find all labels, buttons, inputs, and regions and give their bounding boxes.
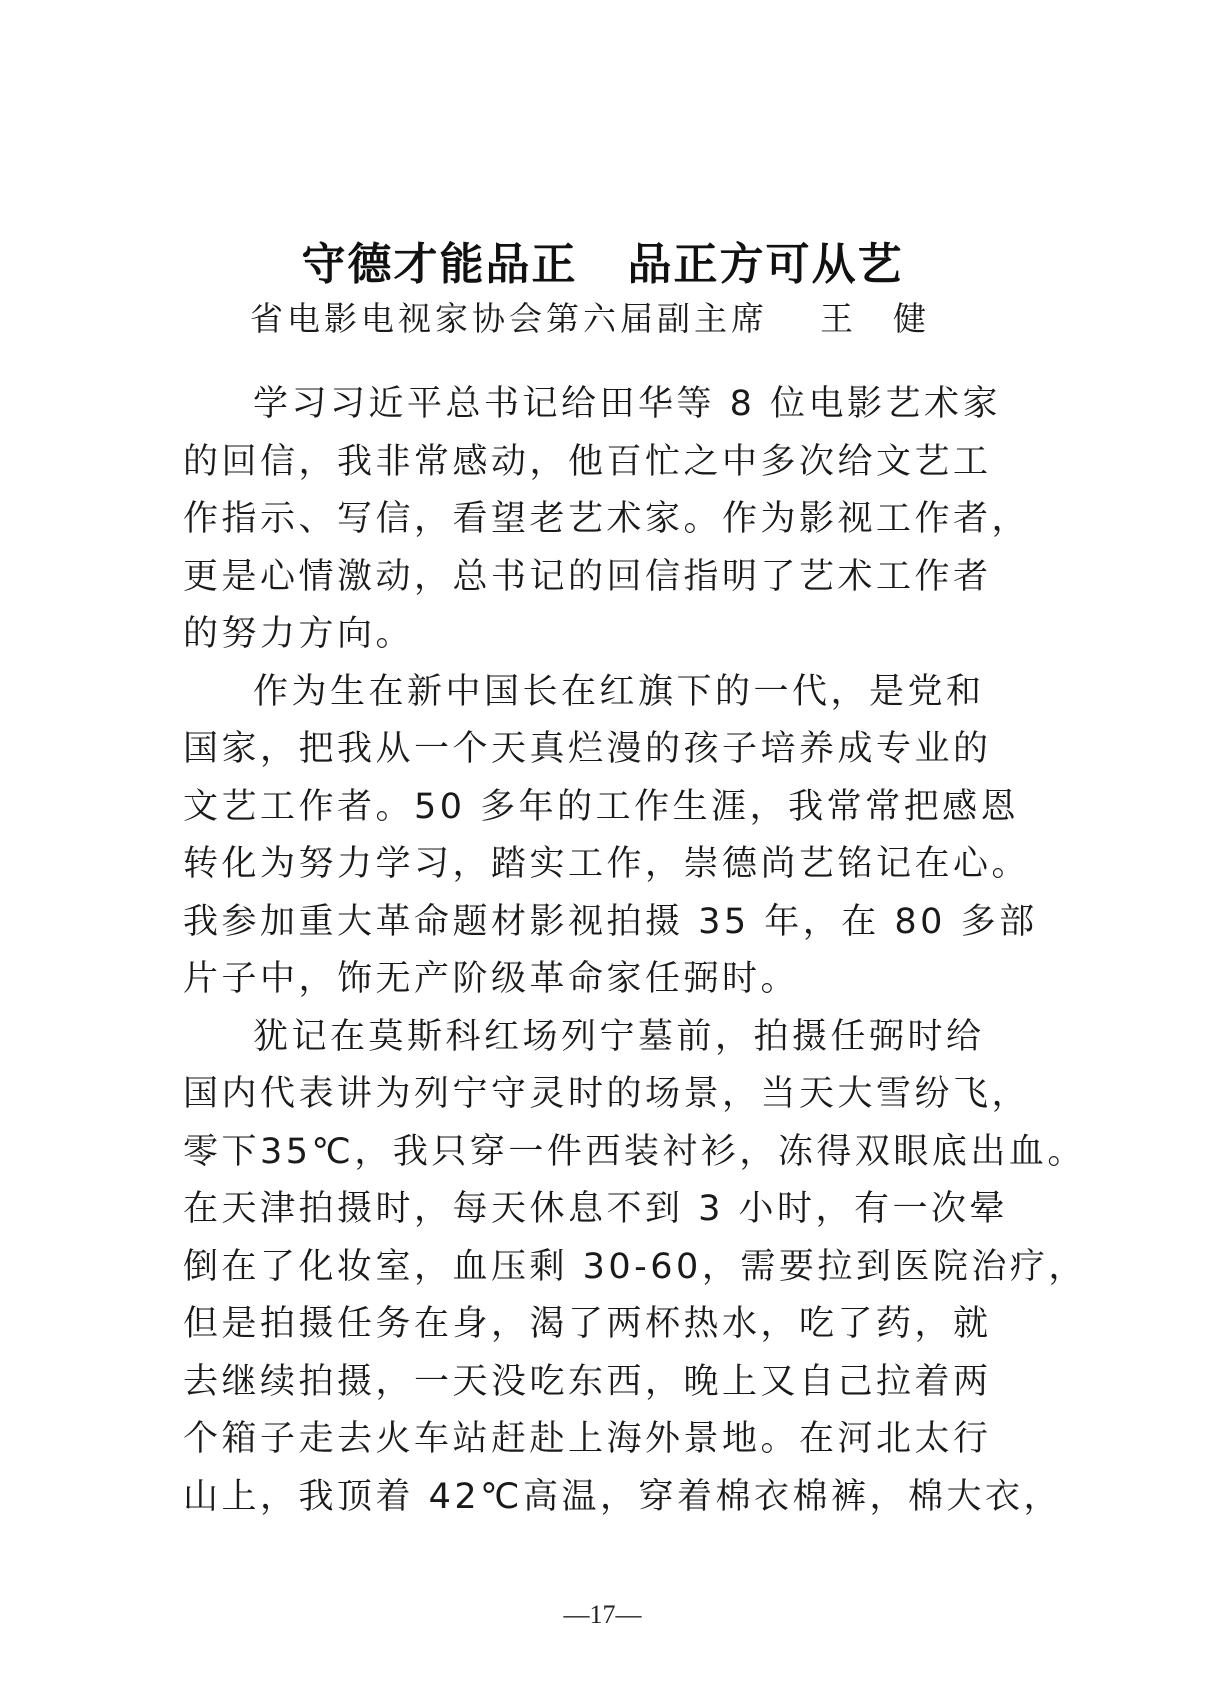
title-part-2: 品正方可从艺: [627, 239, 904, 290]
text-line: 倒在了化妆室，血压剩 30-60，需要拉到医院治疗，: [183, 1246, 1087, 1287]
text-line: 转化为努力学习，踏实工作，崇德尚艺铭记在心。: [183, 844, 1031, 884]
title-part-1: 守德才能品正: [301, 239, 578, 290]
text-line: 片子中，饰无产阶级革命家任弼时。: [183, 959, 800, 999]
text-line: 去继续拍摄，一天没吃东西，晚上又自己拉着两: [183, 1361, 992, 1402]
author-byline: [250, 293, 970, 340]
paragraph-2: [183, 664, 1038, 1009]
text-line: 的回信，我非常感动，他百忙之中多次给文艺工: [183, 441, 992, 482]
author-name: 王健: [820, 299, 966, 338]
text-line: 文艺工作者。50 多年的工作生涯，我常常把感恩: [183, 786, 1020, 827]
paragraph-3: [183, 1009, 1087, 1527]
text-line: 国家，把我从一个天真烂漫的孩子培养成专业的: [183, 729, 992, 769]
text-line: 作为生在新中国长在红旗下的一代，是党和: [253, 671, 985, 712]
article-title: [0, 228, 1205, 292]
text-line: 犹记在莫斯科红场列宁墓前，拍摄任弼时给: [253, 1016, 985, 1057]
article-body: [183, 376, 1087, 1526]
text-line: 在天津拍摄时，每天休息不到 3 小时，有一次晕: [183, 1189, 1009, 1229]
text-line: 更是心情激动，总书记的回信指明了艺术工作者: [183, 556, 992, 597]
text-line: 山上，我顶着 42℃高温，穿着棉衣棉裤，棉大衣，: [183, 1476, 1062, 1517]
text-line: 个箱子走去火车站赶赴上海外景地。在河北太行: [183, 1419, 992, 1459]
paragraph-1: [183, 376, 1031, 664]
text-line: 但是拍摄任务在身，渴了两杯热水，吃了药，就: [183, 1304, 992, 1344]
author-role: 省电影电视家协会第六届副主席: [250, 299, 768, 338]
text-line: 零下35℃，我只穿一件西装衬衫，冻得双眼底出血。: [183, 1131, 1086, 1172]
text-line: 的努力方向。: [183, 614, 415, 654]
page-number: —17—: [563, 1600, 642, 1629]
text-line: 国内代表讲为列宁守灵时的场景，当天大雪纷飞，: [183, 1074, 1031, 1114]
text-line: 学习习近平总书记给田华等 8 位电影艺术家: [253, 384, 1002, 424]
text-line: 作指示、写信，看望老艺术家。作为影视工作者，: [183, 499, 1031, 539]
text-line: 我参加重大革命题材影视拍摄 35 年，在 80 多部: [183, 901, 1038, 942]
